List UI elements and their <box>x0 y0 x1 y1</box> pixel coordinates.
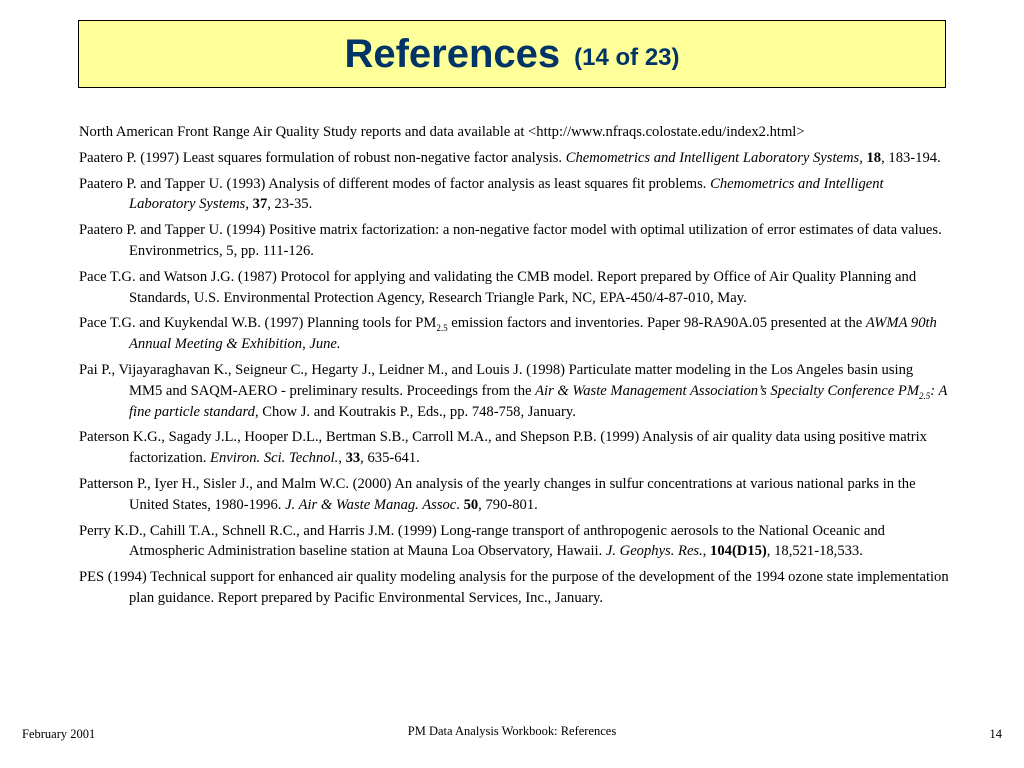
reference-text: emission factors and inventories. Paper 98-RA90A.05 presented at the <box>447 315 866 332</box>
conference-name: : A fine particle standard <box>129 382 948 420</box>
reference-text: Patterson P., Iyer H., Sisler J., and Malm W.C. (2000) An analysis of the yearly changes in sulfur concentrations at various national parks in the United States, 1980-1996. <box>79 475 916 513</box>
volume-number: 18 <box>866 149 882 166</box>
reference-item <box>79 427 949 469</box>
reference-pages: , Chow J. and Koutrakis P., Eds., pp. 748-758, January. <box>254 403 576 420</box>
reference-item <box>79 521 949 563</box>
reference-text: Pace T.G. and Watson J.G. (1987) Protocol for applying and validating the CMB model. Report prepared by Office of Air Quality Planning and Standards, U.S. Environmental Protection Agency, Research Triangle Park, NC, EPA-450/4-87-010, May. <box>79 268 917 306</box>
footer-title: PM Data Analysis Workbook: References <box>407 724 617 738</box>
reference-separator: , <box>859 149 867 166</box>
reference-text: Perry K.D., Cahill T.A., Schnell R.C., and Harris J.M. (1999) Long-range transport of anthropogenic aerosols to the National Oceanic and Atmospheric Administration baseline station at Mauna Loa Observatory, Hawaii. <box>79 522 885 560</box>
subscript: 2.5 <box>436 323 448 334</box>
conference-name: AWMA 90th Annual Meeting & Exhibition, June. <box>129 315 937 353</box>
reference-pages: , 18,521-18,533. <box>766 543 863 560</box>
reference-text: PES (1994) Technical support for enhanced air quality modeling analysis for the purpose of the development of the 1994 ozone state implementation plan guidance. Report prepared by Pacific Environmental Services, Inc., January. <box>79 569 949 606</box>
page-count: (14 of 23) <box>574 44 680 71</box>
volume-number: 104(D15) <box>710 543 767 560</box>
reference-pages: , 635-641. <box>360 450 420 467</box>
reference-item <box>79 313 949 355</box>
reference-item <box>79 220 949 262</box>
reference-text: Pai P., Vijayaraghavan K., Seigneur C., Hegarty J., Leidner M., and Louis J. (1998) Particulate matter modeling in the Los Angeles basin using MM5 and SAQM-AERO - preliminary results. Proceedings from the <box>79 361 914 399</box>
reference-list <box>79 122 949 614</box>
reference-separator: . <box>456 496 464 513</box>
volume-number: 37 <box>252 196 268 213</box>
footer-page-number: 14 <box>989 727 1002 741</box>
journal-name: J. Air & Waste Manag. Assoc <box>285 496 457 513</box>
volume-number: 33 <box>345 450 361 467</box>
journal-name: Chemometrics and Intelligent Laboratory Systems <box>565 149 860 166</box>
volume-number: 50 <box>463 496 479 513</box>
journal-name: Environ. Sci. Technol. <box>210 450 339 467</box>
reference-pages: , 23-35. <box>267 196 313 213</box>
reference-item <box>79 474 949 516</box>
reference-item <box>79 360 949 422</box>
page-title: References <box>344 31 561 76</box>
footer-date: February 2001 <box>22 727 96 741</box>
reference-item <box>79 122 949 143</box>
reference-separator: , <box>702 543 711 560</box>
reference-item <box>79 174 949 216</box>
subscript: 2.5 <box>918 390 931 401</box>
reference-text: Paatero P. (1997) Least squares formulation of robust non-negative factor analysis. <box>79 149 566 166</box>
reference-text: Pace T.G. and Kuykendal W.B. (1997) Planning tools for PM <box>79 315 437 332</box>
journal-name: J. Geophys. Res. <box>605 543 703 560</box>
reference-item <box>79 567 949 609</box>
reference-separator: , <box>338 450 346 467</box>
reference-text: North American Front Range Air Quality Study reports and data available at <http://www.nfraqs.colostate.edu/index2.html> <box>79 124 805 140</box>
conference-name: Air & Waste Management Association’s Specialty Conference PM <box>535 382 919 399</box>
reference-separator: , <box>245 196 253 213</box>
journal-name: Chemometrics and Intelligent Laboratory Systems <box>129 175 884 213</box>
reference-text: Paatero P. and Tapper U. (1993) Analysis of different modes of factor analysis as least squares fit problems. <box>79 175 711 192</box>
title-banner <box>78 20 946 88</box>
reference-pages: , 183-194. <box>881 149 941 166</box>
reference-text: Paterson K.G., Sagady J.L., Hooper D.L., Bertman S.B., Carroll M.A., and Shepson P.B. (1999) Analysis of air quality data using positive matrix factorization. <box>79 429 927 467</box>
reference-item <box>79 267 949 309</box>
reference-pages: , 790-801. <box>478 496 538 513</box>
reference-item <box>79 148 949 169</box>
reference-text: Paatero P. and Tapper U. (1994) Positive matrix factorization: a non-negative factor model with optimal utilization of error estimates of data values. Environmetrics, 5, pp. 111-126. <box>79 222 942 259</box>
